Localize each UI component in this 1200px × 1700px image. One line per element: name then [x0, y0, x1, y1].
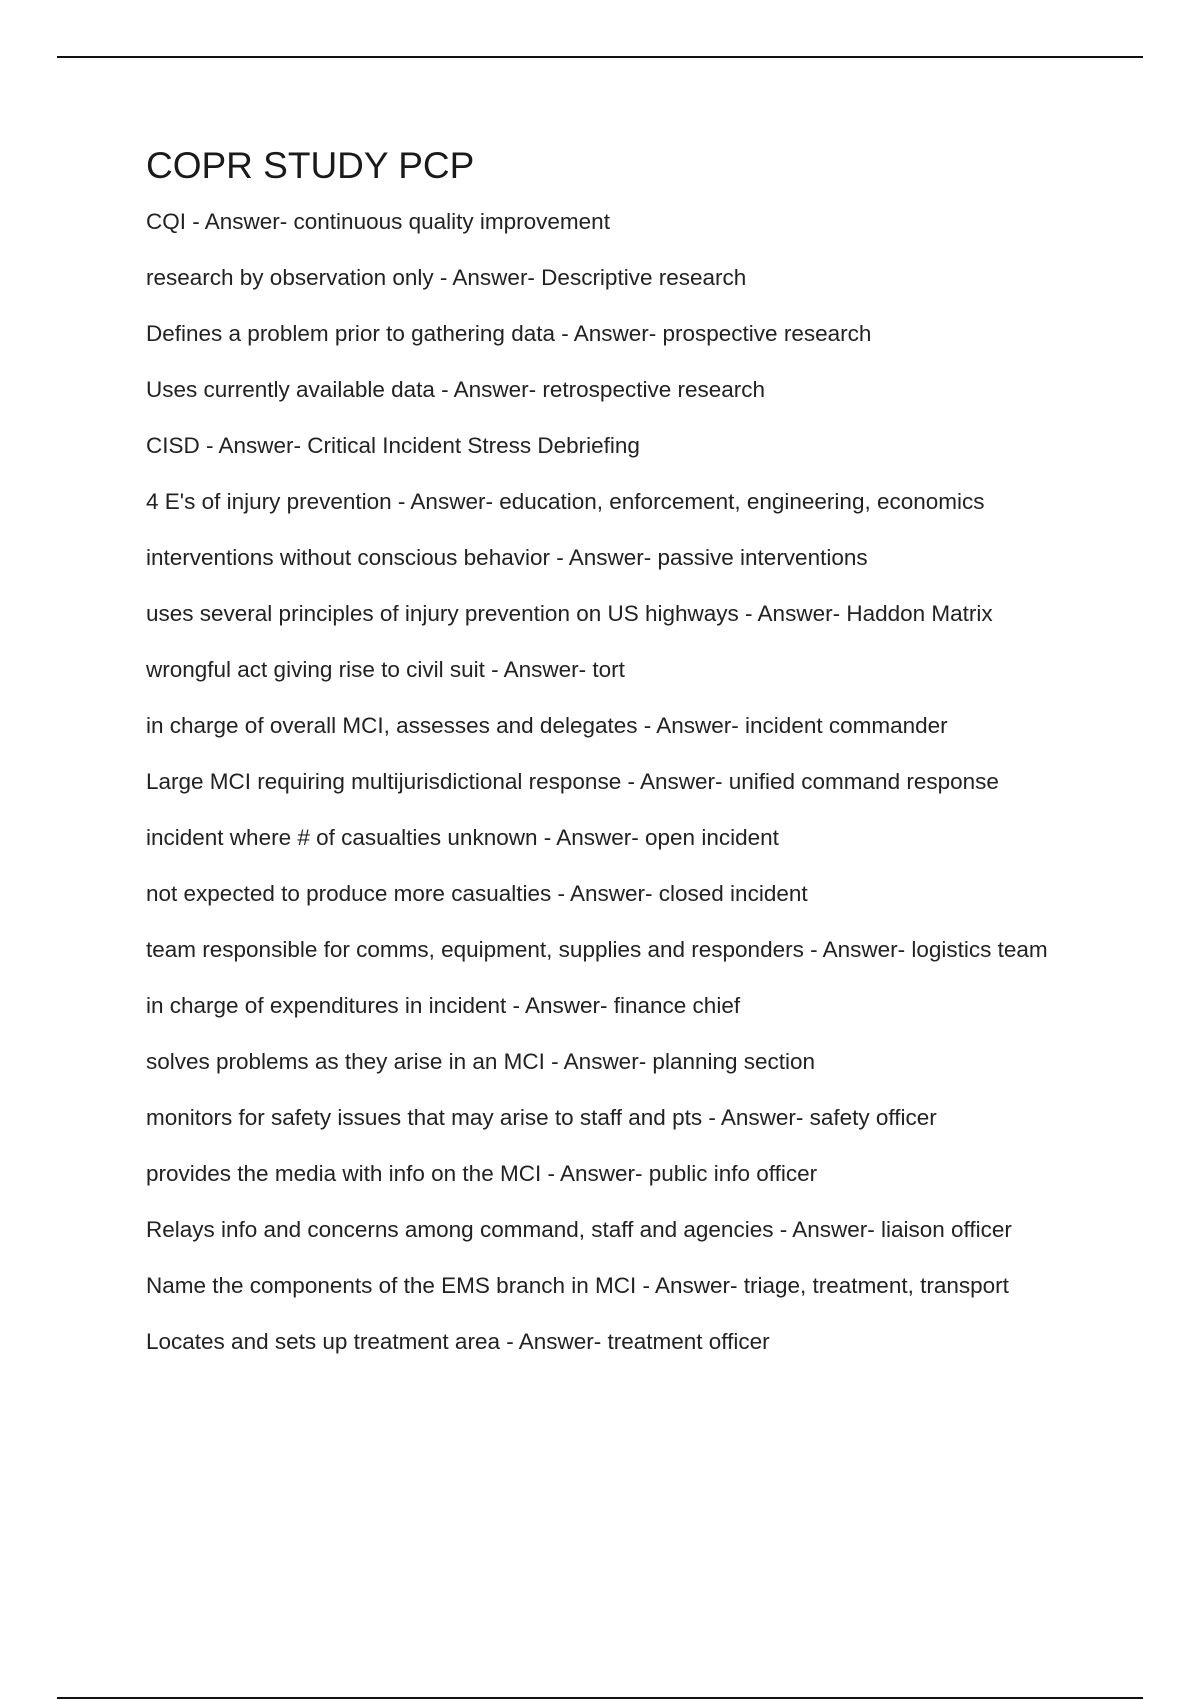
list-item: Name the components of the EMS branch in MCI - Answer- triage, treatment, transport — [146, 1273, 1009, 1298]
document-body — [146, 142, 1091, 1384]
list-item: CISD - Answer- Critical Incident Stress Debriefing — [146, 433, 640, 458]
list-item: Relays info and concerns among command, staff and agencies - Answer- liaison officer — [146, 1217, 1012, 1242]
list-item: solves problems as they arise in an MCI - Answer- planning section — [146, 1049, 816, 1074]
list-item: uses several principles of injury prevention on US highways - Answer- Haddon Matrix — [146, 601, 993, 626]
list-item: Defines a problem prior to gathering data - Answer- prospective research — [146, 321, 872, 346]
list-item: interventions without conscious behavior - Answer- passive interventions — [146, 545, 868, 570]
list-item: provides the media with info on the MCI - Answer- public info officer — [146, 1161, 818, 1186]
list-item: Large MCI requiring multijurisdictional response - Answer- unified command response — [146, 769, 999, 794]
list-item: CQI - Answer- continuous quality improvement — [146, 209, 610, 234]
list-item: research by observation only - Answer- Descriptive research — [146, 265, 747, 290]
list-item: wrongful act giving rise to civil suit - Answer- tort — [146, 657, 625, 682]
qa-list — [146, 208, 1091, 1356]
list-item: not expected to produce more casualties - Answer- closed incident — [146, 881, 808, 906]
list-item: Uses currently available data - Answer- retrospective research — [146, 377, 766, 402]
list-item: Locates and sets up treatment area - Answer- treatment officer — [146, 1329, 770, 1354]
list-item: team responsible for comms, equipment, supplies and responders - Answer- logistics team — [146, 937, 1048, 962]
list-item: incident where # of casualties unknown - Answer- open incident — [146, 825, 779, 850]
list-item: in charge of overall MCI, assesses and delegates - Answer- incident commander — [146, 713, 948, 738]
list-item: in charge of expenditures in incident - Answer- finance chief — [146, 993, 741, 1018]
list-item: monitors for safety issues that may arise to staff and pts - Answer- safety officer — [146, 1105, 937, 1130]
bottom-divider — [57, 1697, 1143, 1699]
list-item: 4 E's of injury prevention - Answer- education, enforcement, engineering, economics — [146, 489, 985, 514]
page-title: COPR STUDY PCP — [146, 145, 475, 186]
top-divider — [57, 56, 1143, 58]
